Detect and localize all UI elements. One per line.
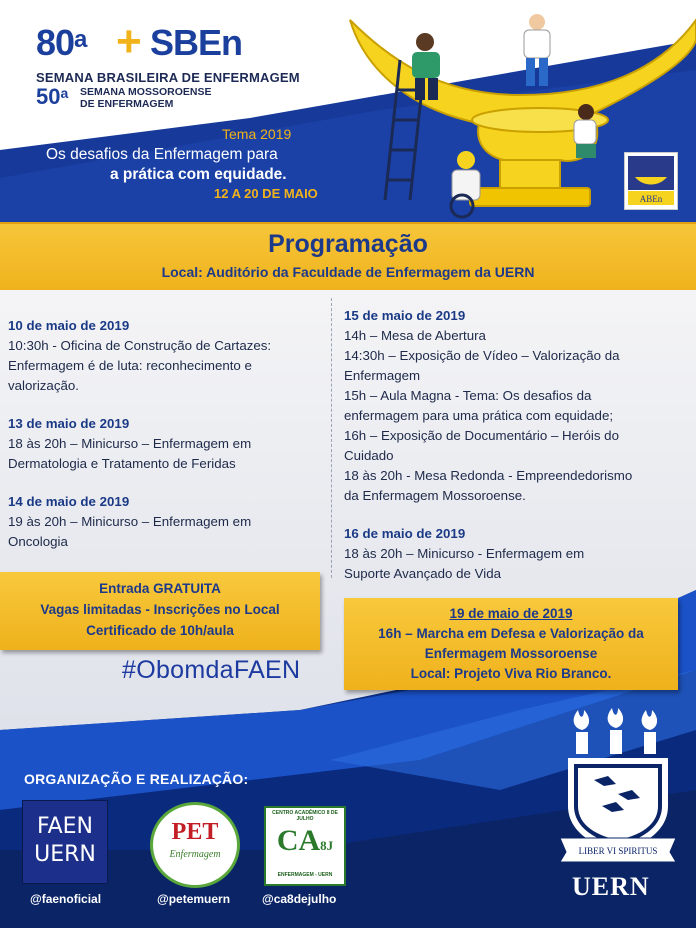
schedule-right-column xyxy=(344,306,670,584)
logo-80th: 80$^a$ xyxy=(36,22,87,63)
schedule-line: Suporte Avançado de Vida xyxy=(344,566,501,581)
ca-logo-mark: CA8J xyxy=(276,824,334,857)
ca8j-logo xyxy=(264,806,346,886)
theme-line-2: a prática com equidade. xyxy=(110,166,287,183)
schedule-entry xyxy=(344,306,670,506)
schedule-date: 13 de maio de 2019 xyxy=(8,416,130,431)
admission-free: Entrada GRATUITA xyxy=(99,581,221,596)
schedule-line: Enfermagem é de luta: reconhecimento e xyxy=(8,358,252,373)
schedule-line: 16h – Exposição de Documentário – Heróis do xyxy=(344,428,619,443)
uern-crest-logo xyxy=(556,706,680,866)
schedule-line: Enfermagem xyxy=(344,368,421,383)
schedule-line: 15h – Aula Magna - Tema: Os desafios da xyxy=(344,388,592,403)
pet-enfermagem-logo xyxy=(150,802,240,888)
schedule-left-column xyxy=(8,316,319,552)
program-title: Programação xyxy=(268,230,428,258)
schedule-line: 18 às 20h – Minicurso – Enfermagem em xyxy=(8,436,252,451)
schedule-line: valorização. xyxy=(8,378,79,393)
schedule-line: 14h – Mesa de Abertura xyxy=(344,328,486,343)
hashtag: #ObomdaFAEN xyxy=(122,656,301,684)
ca-logo-top-text: CENTRO ACADÊMICO 8 DE JULHO xyxy=(272,810,338,822)
march-location: Local: Projeto Viva Rio Branco. xyxy=(410,666,612,681)
header-background xyxy=(0,0,696,222)
schedule-line: Oncologia xyxy=(8,534,68,549)
svg-text:ABEn: ABEn xyxy=(639,194,663,204)
march-date: 19 de maio de 2019 xyxy=(449,606,573,621)
event-dates: 12 A 20 DE MAIO xyxy=(214,186,318,201)
schedule-line: Cuidado xyxy=(344,448,394,463)
theme-line-1: Os desafios da Enfermagem para xyxy=(46,146,278,163)
schedule-entry xyxy=(8,316,319,396)
pet-logo-subtext: Enfermagem xyxy=(169,849,221,860)
schedule-line: da Enfermagem Mossoroense. xyxy=(344,488,526,503)
schedule-entry xyxy=(344,524,670,584)
admission-info-box xyxy=(0,572,320,650)
faen-logo-text: FAEN xyxy=(36,814,94,839)
schedule-line: 18 às 20h – Minicurso - Enfermagem em xyxy=(344,546,585,561)
week-national-title: SEMANA BRASILEIRA DE ENFERMAGEM xyxy=(36,70,300,85)
program-location: Local: Auditório da Faculdade de Enfermagem da UERN xyxy=(161,264,535,280)
schedule-date: 15 de maio de 2019 xyxy=(344,308,466,323)
faen-uern-logo xyxy=(22,800,108,884)
uern-name: UERN xyxy=(572,872,650,901)
week-local-title-2: DE ENFERMAGEM xyxy=(80,98,174,110)
uern-motto: LIBER VI SPIRITUS xyxy=(578,846,658,856)
march-line-2: Enfermagem Mossoroense xyxy=(424,646,598,661)
aben-logo xyxy=(624,152,678,210)
ca-social-handle: @ca8dejulho xyxy=(262,892,337,906)
event-header xyxy=(0,0,696,222)
march-event-box xyxy=(344,598,678,690)
logo-cross-icon: + xyxy=(116,17,142,66)
schedule-line: 19 às 20h – Minicurso – Enfermagem em xyxy=(8,514,252,529)
logo-50th: 50$^a$ xyxy=(36,84,69,109)
faen-logo-text: UERN xyxy=(34,842,96,867)
theme-label: Tema 2019 xyxy=(222,126,292,142)
schedule-date: 16 de maio de 2019 xyxy=(344,526,466,541)
column-divider xyxy=(331,298,332,578)
schedule-entry xyxy=(8,414,319,474)
schedule-date: 14 de maio de 2019 xyxy=(8,494,130,509)
ca-logo-bottom-text: ENFERMAGEM - UERN xyxy=(277,872,333,878)
schedule-line: 10:30h - Oficina de Construção de Cartazes: xyxy=(8,338,272,353)
schedule-line: enfermagem para uma prática com equidade; xyxy=(344,408,614,423)
organization-label: ORGANIZAÇÃO E REALIZAÇÃO: xyxy=(24,771,249,787)
pet-social-handle: @petemuern xyxy=(157,892,231,906)
schedule-date: 10 de maio de 2019 xyxy=(8,318,130,333)
schedule-line: 14:30h – Exposição de Vídeo – Valorização da xyxy=(344,348,620,363)
march-line-1: 16h – Marcha em Defesa e Valorização da xyxy=(378,626,644,641)
admission-registration: Vagas limitadas - Inscrições no Local xyxy=(40,602,280,617)
week-local-title-1: SEMANA MOSSOROENSE xyxy=(80,86,212,98)
schedule-line: 18 às 20h - Mesa Redonda - Empreendedorismo xyxy=(344,468,633,483)
schedule-line: Dermatologia e Tratamento de Feridas xyxy=(8,456,236,471)
faen-social-handle: @faenoficial xyxy=(30,892,102,906)
logo-sben: SBEn xyxy=(150,22,243,63)
pet-logo-text: PET xyxy=(171,819,219,845)
admission-certificate: Certificado de 10h/aula xyxy=(86,623,234,638)
schedule-entry xyxy=(8,492,319,552)
